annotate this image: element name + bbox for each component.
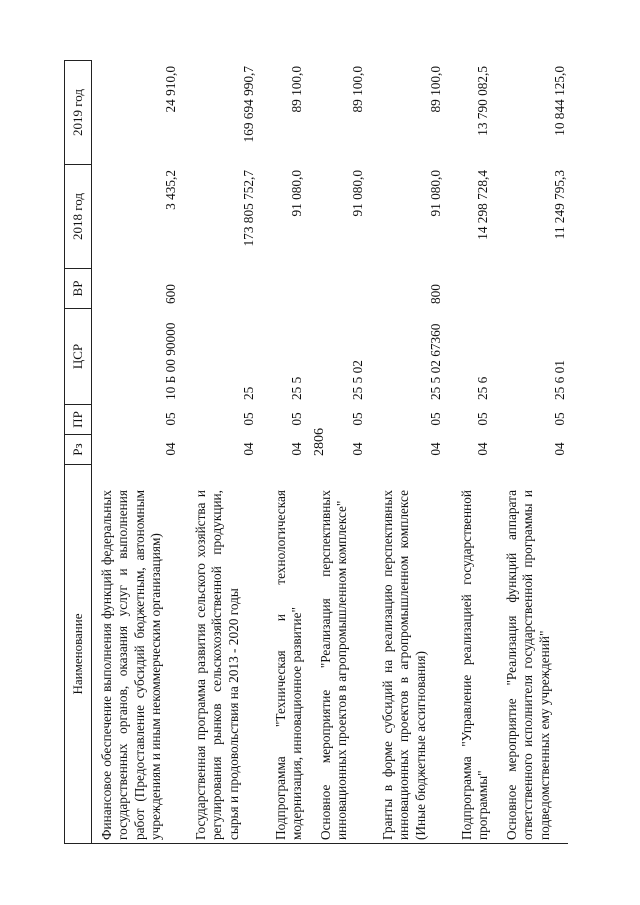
row-2018: 91 080,0 [428,170,443,217]
row-csr: 25 [241,386,256,400]
row-rz: 04 [241,442,256,456]
row-2018: 91 080,0 [350,170,365,217]
header-pr: ПР [64,404,92,434]
left-border [92,843,568,844]
page-number: 2806 [312,428,327,456]
header-vr: ВР [64,268,92,308]
row-name: Финансовое обеспечение выполнения функций федеральных государственных органов, оказания услуг и выполнения работ (Предоставление субсидий бюджетным, автономным учреждениям и иным некоммерческим организациям) [99,490,163,840]
row-rz: 04 [428,442,443,456]
row-pr: 05 [163,412,178,426]
row-rz: 04 [350,442,365,456]
row-name: Подпрограмма "Управление реализацией государственной программы" [459,490,491,840]
budget-table [64,60,568,844]
row-pr: 05 [552,412,567,426]
row-name: Подпрограмма "Техническая и технологическая модернизация, инновационное развитие" [273,490,305,840]
row-2019: 89 100,0 [428,66,443,113]
row-2019: 24 910,0 [163,66,178,113]
row-csr: 25 6 01 [552,360,567,400]
row-csr: 25 6 [475,376,490,400]
row-2019: 13 790 082,5 [475,66,490,136]
row-csr: 25 5 02 [350,360,365,400]
row-2019: 89 100,0 [289,66,304,113]
row-name: Основное мероприятие "Реализация функций аппарата ответственного исполнителя государственной программы и подведомственных ему учреждений" [504,490,552,840]
row-vr: 800 [428,284,443,304]
row-2019: 169 694 990,7 [241,66,256,143]
row-pr: 05 [475,412,490,426]
row-rz: 04 [552,442,567,456]
row-pr: 05 [428,412,443,426]
header-2018: 2018 год [64,164,92,268]
row-csr: 25 5 [289,376,304,400]
row-2018: 173 805 752,7 [241,170,256,247]
row-rz: 04 [163,442,178,456]
header-csr: ЦСР [64,308,92,404]
row-csr: 25 5 02 67360 [428,323,443,400]
row-2019: 10 844 125,0 [552,66,567,136]
row-pr: 05 [350,412,365,426]
row-name: Гранты в форме субсидий на реализацию перспективных инновационных проектов в агропромышленном комплексе (Иные бюджетные ассигнования) [380,490,428,840]
header-2019: 2019 год [64,60,92,164]
row-csr: 10 Б 00 90000 [163,322,178,400]
header-name: Наименование [64,464,92,844]
row-pr: 05 [241,412,256,426]
row-2018: 91 080,0 [289,170,304,217]
row-2018: 11 249 795,3 [552,170,567,240]
row-rz: 04 [475,442,490,456]
header-rz: Рз [64,434,92,464]
row-vr: 600 [163,284,178,304]
row-name: Основное мероприятие "Реализация перспективных инновационных проектов в агропромышленном комплексе" [318,490,350,840]
row-2018: 14 298 728,4 [475,170,490,240]
row-2019: 89 100,0 [350,66,365,113]
row-name: Государственная программа развития сельского хозяйства и регулирования рынков сельскохозяйственной продукции, сырья и продовольствия на 2013 - 2020 годы [193,490,241,840]
row-rz: 04 [289,442,304,456]
row-pr: 05 [289,412,304,426]
row-2018: 3 435,2 [163,170,178,210]
